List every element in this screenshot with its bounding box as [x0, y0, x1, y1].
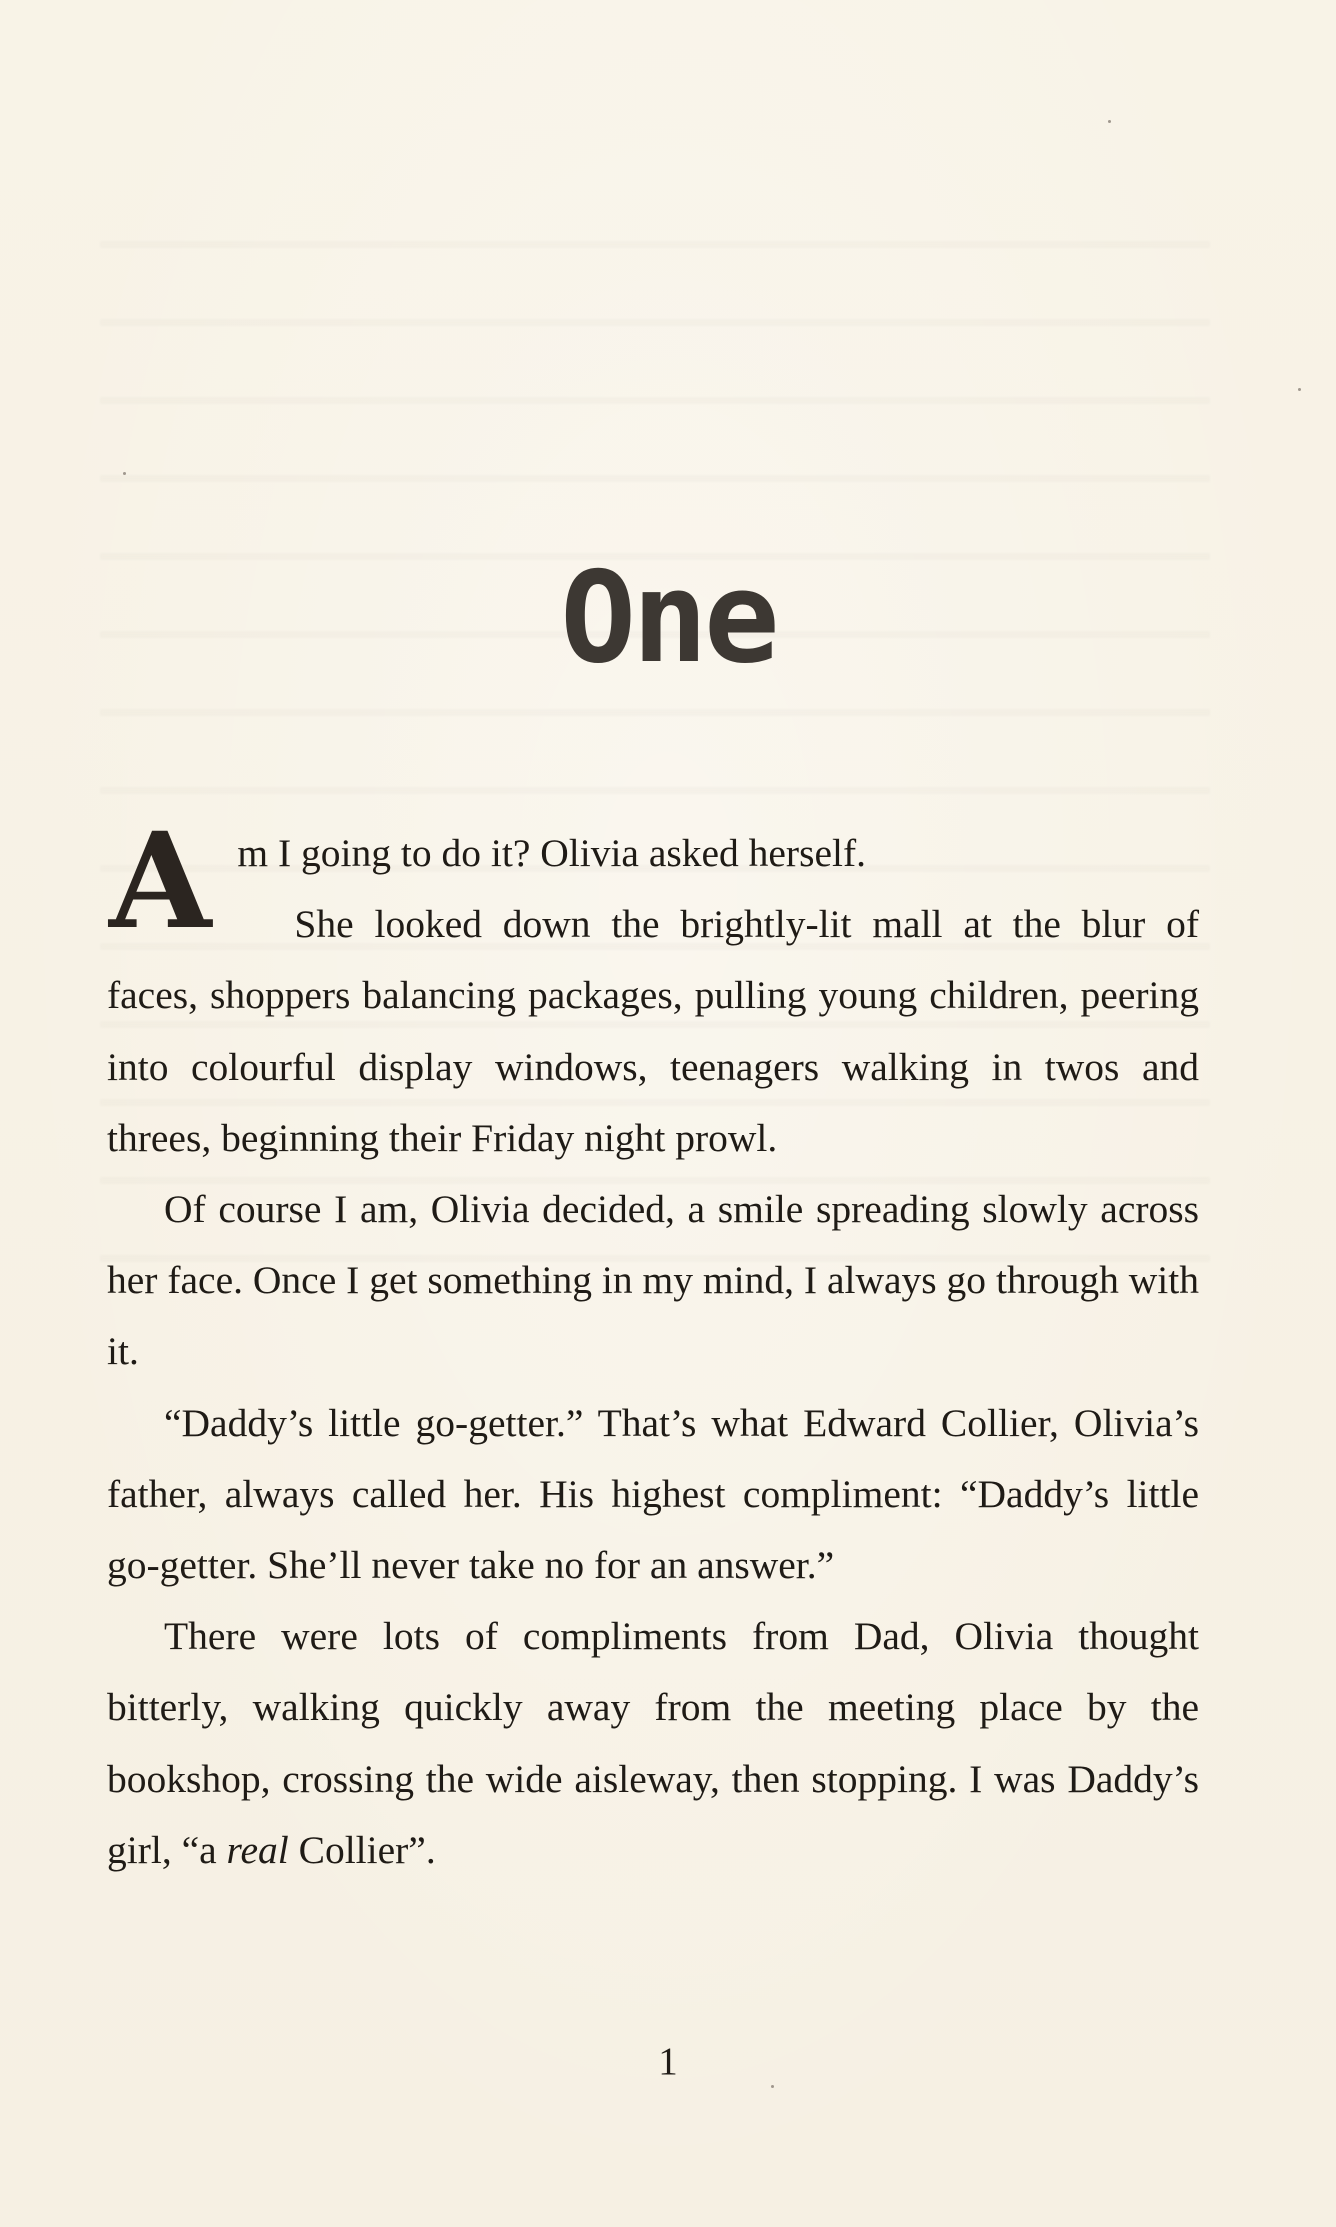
paragraph-text: Of course I am, Olivia decided, a smile spreading slowly across her face. Once I get something in my mind, I always go through with it.: [107, 1187, 1199, 1374]
paragraph: [107, 1388, 1199, 1602]
paragraph: [107, 1601, 1199, 1886]
paragraph: [107, 889, 1199, 1174]
paragraph-text: There were lots of compliments from Dad, Olivia thought bitterly, walking quickly away from the meeting place by the bookshop, crossing the wide aisleway, then stopping. I was Daddy’s girl, “a: [107, 1614, 1199, 1872]
chapter-body: [107, 804, 1199, 1886]
emphasis-text: real: [226, 1827, 289, 1872]
paragraph-text: Collier”.: [288, 1827, 436, 1872]
paragraph: [107, 804, 1199, 959]
paper-speck: [123, 472, 126, 475]
paragraph-text: m I going to do it? Olivia asked herself.: [237, 831, 866, 875]
chapter-title: One: [560, 544, 776, 691]
paragraph-text: “Daddy’s little go-getter.” That’s what Edward Collier, Olivia’s father, always called her. His highest compliment: “Daddy’s little go-getter. She’ll never take no for an answer.”: [107, 1400, 1199, 1588]
drop-cap-letter: A: [109, 804, 212, 959]
page-number: 1: [658, 2040, 678, 2083]
paper-speck: [771, 2085, 774, 2088]
paper-speck: [1108, 120, 1111, 123]
paragraph-text: She looked down the brightly-lit mall at the blur of faces, shoppers balancing packages, pulling young children, peering into colourful display windows, teenagers walking in twos and threes, beginning their Friday night prowl.: [107, 902, 1199, 1160]
paragraph: [107, 1174, 1199, 1388]
paper-speck: [1298, 388, 1301, 391]
